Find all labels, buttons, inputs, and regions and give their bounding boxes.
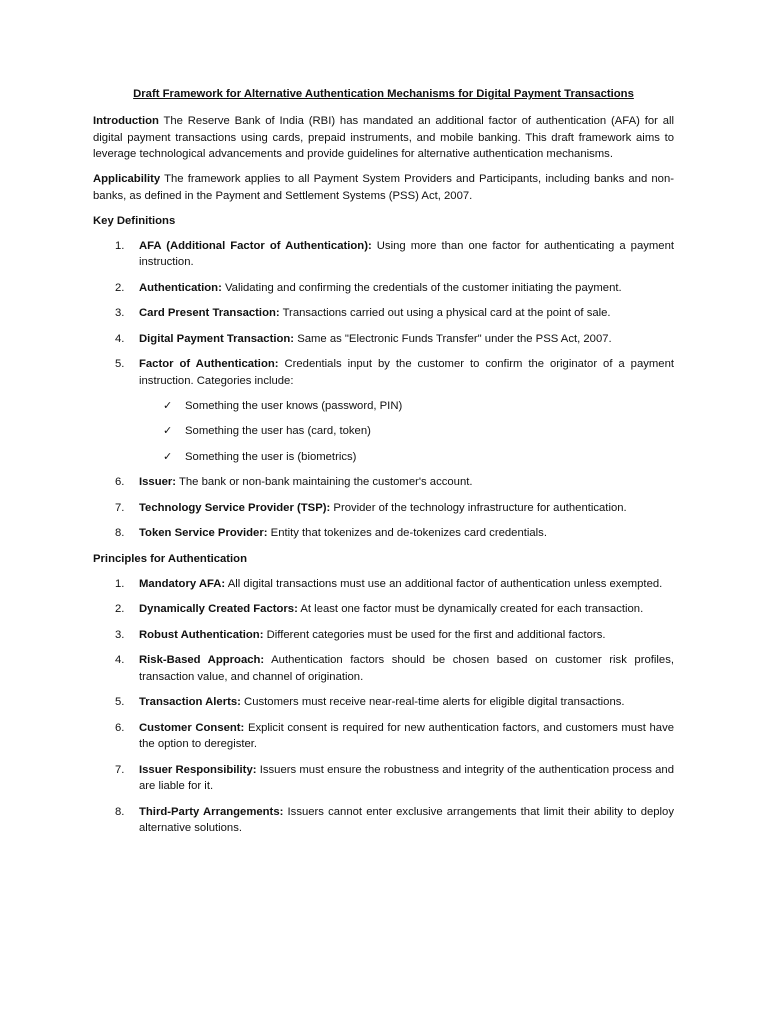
checkmark-icon: ✓ <box>163 424 173 437</box>
applicability-label: Applicability <box>93 173 161 185</box>
definition-item <box>93 500 674 517</box>
checkmark-icon: ✓ <box>163 398 173 412</box>
definition-term: Issuer: <box>139 476 177 488</box>
factor-category-text: Something the user knows (password, PIN) <box>185 399 403 412</box>
applicability-text: The framework applies to all Payment System Providers and Participants, including banks and non-banks, as defined in the Payment and Settlement Systems (PSS) Act, 2007. <box>93 173 674 202</box>
definition-term: Digital Payment Transaction: <box>139 332 295 345</box>
principle-text: Explicit consent is required for new authentication factors, and customers must have the option to deregister. <box>139 721 674 750</box>
principle-term: Dynamically Created Factors: <box>139 603 298 615</box>
principle-item <box>93 601 674 618</box>
definition-term: AFA (Additional Factor of Authentication): <box>139 239 372 252</box>
principle-item <box>93 720 674 753</box>
principle-text: All digital transactions must use an additional factor of authentication unless exempted. <box>225 577 663 590</box>
factor-categories-list <box>139 398 674 466</box>
definition-text: Credentials input by the customer to confirm the originator of a payment instruction. Categories include: <box>139 358 674 387</box>
principle-term: Customer Consent: <box>139 721 245 734</box>
definition-text: Same as "Electronic Funds Transfer" under the PSS Act, 2007. <box>294 332 612 345</box>
list-number: 3. <box>115 307 125 319</box>
definition-term: Token Service Provider: <box>139 527 268 539</box>
principle-text: At least one factor must be dynamically created for each transaction. <box>297 603 644 615</box>
principle-text: Customers must receive near-real-time alerts for eligible digital transactions. <box>240 696 625 708</box>
definition-text: Provider of the technology infrastructure for authentication. <box>330 501 627 514</box>
definition-item <box>93 356 674 465</box>
introduction-label: Introduction <box>93 115 159 127</box>
list-number: 1. <box>115 239 125 252</box>
definition-text: Entity that tokenizes and de-tokenizes card credentials. <box>267 527 547 539</box>
definition-item <box>93 305 674 322</box>
definition-item <box>93 238 674 271</box>
principle-text: Issuers must ensure the robustness and integrity of the authentication process and are liable for it. <box>139 763 674 792</box>
definition-term: Factor of Authentication: <box>139 358 279 370</box>
factor-category-item <box>139 449 674 466</box>
factor-category-text: Something the user has (card, token) <box>185 425 371 437</box>
principle-term: Risk-Based Approach: <box>139 654 265 666</box>
list-number: 2. <box>115 281 125 294</box>
list-number: 7. <box>115 501 125 514</box>
introduction-paragraph <box>93 113 674 163</box>
definition-term: Card Present Transaction: <box>139 307 280 319</box>
key-definitions-list <box>93 238 674 542</box>
definition-text: Using more than one factor for authenticating a payment instruction. <box>139 239 674 268</box>
principle-term: Third-Party Arrangements: <box>139 805 284 818</box>
principle-term: Mandatory AFA: <box>139 577 226 590</box>
definition-text: Transactions carried out using a physical card at the point of sale. <box>279 307 611 319</box>
definition-term: Technology Service Provider (TSP): <box>139 501 331 514</box>
principle-item <box>93 627 674 644</box>
definition-item <box>93 331 674 348</box>
principle-term: Issuer Responsibility: <box>139 763 257 776</box>
list-number: 7. <box>115 763 125 776</box>
list-number: 4. <box>115 332 125 345</box>
list-number: 5. <box>115 696 125 708</box>
definition-item <box>93 474 674 491</box>
factor-category-item <box>139 423 674 440</box>
principles-heading: Principles for Authentication <box>93 552 247 565</box>
list-number: 1. <box>115 577 125 590</box>
definition-item <box>93 525 674 542</box>
principle-item <box>93 762 674 795</box>
principle-item <box>93 694 674 711</box>
principle-term: Transaction Alerts: <box>139 696 241 708</box>
principle-term: Robust Authentication: <box>139 628 264 641</box>
list-number: 6. <box>115 476 125 488</box>
definition-text: The bank or non-bank maintaining the customer's account. <box>176 476 473 488</box>
definition-item <box>93 280 674 297</box>
principle-text: Different categories must be used for the first and additional factors. <box>263 628 606 641</box>
definition-text: Validating and confirming the credentials of the customer initiating the payment. <box>221 281 622 294</box>
key-definitions-heading: Key Definitions <box>93 214 176 227</box>
factor-category-item <box>139 398 674 415</box>
principle-item <box>93 576 674 593</box>
principle-text: Issuers cannot enter exclusive arrangements that limit their ability to deploy alternative solutions. <box>139 805 674 834</box>
list-number: 6. <box>115 721 125 734</box>
list-number: 3. <box>115 628 125 641</box>
list-number: 4. <box>115 654 125 666</box>
principles-list <box>93 576 674 837</box>
principle-item <box>93 652 674 685</box>
document-page <box>93 86 674 846</box>
list-number: 8. <box>115 527 125 539</box>
applicability-paragraph <box>93 171 674 204</box>
principle-text: Authentication factors should be chosen based on customer risk profiles, transaction value, and channel of origination. <box>139 654 674 683</box>
list-number: 8. <box>115 805 125 818</box>
list-number: 5. <box>115 358 125 370</box>
definition-term: Authentication: <box>139 281 222 294</box>
list-number: 2. <box>115 603 125 615</box>
document-title: Draft Framework for Alternative Authentication Mechanisms for Digital Payment Transactions <box>133 88 634 100</box>
principle-item <box>93 804 674 837</box>
checkmark-icon: ✓ <box>163 449 173 463</box>
introduction-text: The Reserve Bank of India (RBI) has mandated an additional factor of authentication (AFA) for all digital payment transactions using cards, prepaid instruments, and mobile banking. This draft framework aims to leverage technological advancements and provide guidelines for alternative authentication mechanisms. <box>93 115 674 160</box>
factor-category-text: Something the user is (biometrics) <box>185 450 357 463</box>
